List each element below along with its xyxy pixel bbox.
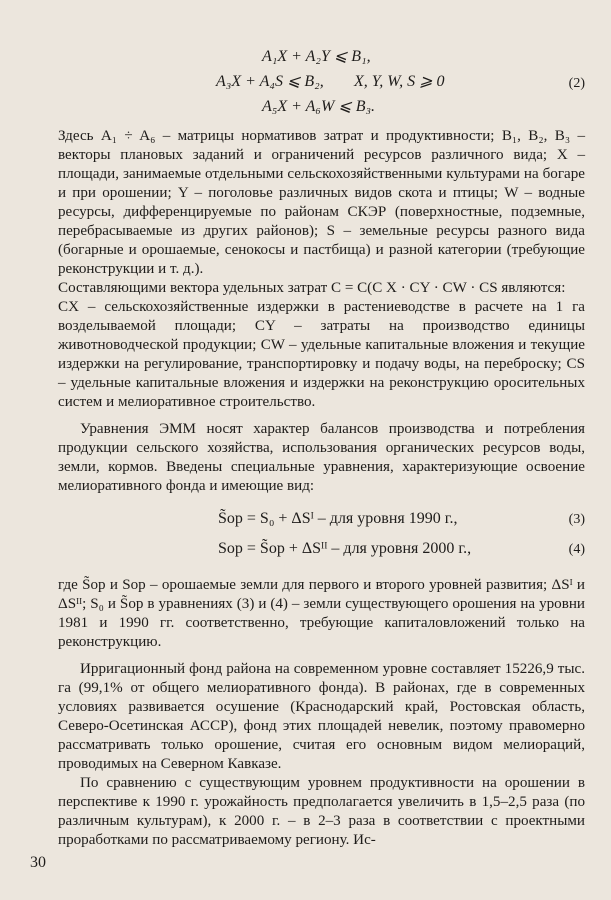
equation-line-1: A₁X + A₂Y ⩽ B₁,: [262, 48, 371, 65]
equation-line-2: A₃X + A₄S ⩽ B₂,: [216, 73, 324, 90]
equation-3: [58, 510, 585, 540]
equation-number-4: (4): [568, 542, 585, 557]
paragraph-where: где S̃ор и Sор – орошаемые земли для первого и второго уровней развития; ΔSᴵ и ΔSᴵᴵ; S₀ и S̃ор в уравнениях (3) и (4) – земли существующего орошения на уровни 1981 и 1990 гг. соответственно, требующие капиталовложений только на реконструкцию.: [58, 577, 585, 650]
paragraph-definitions: Здесь A₁ ÷ A₆ – матрицы нормативов затрат и продуктивности; B₁, B₂, B₃ – векторы плановых заданий и ограничений ресурсов различного вида; X – площади, занимаемые отдельными сельскохозяйственными культурами на богаре и при орошении; Y – поголовье различных видов скота и птицы; W – водные ресурсы, дифференцируемые по районам СКЭР (поверхностные, подземные, перебрасываемые из других районов); S – земельные ресурсы разного вида (богарные и орошаемые, сенокосы и пастбища) и разной категории (требующие реконструкции и т. д.).: [58, 128, 585, 277]
equation-condition: X, Y, W, S ⩾ 0: [354, 73, 445, 90]
equation-number-2: (2): [568, 76, 585, 91]
page-number: 30: [30, 854, 46, 871]
equation-system-2: [58, 44, 585, 119]
equation-line-3: A₅X + A₆W ⩽ B₃.: [262, 98, 376, 115]
equation-3-formula: S̃ор = S₀ + ΔSᴵ – для уровня 1990 г.,: [218, 510, 458, 527]
paragraph-emm-equations: Уравнения ЭММ носят характер балансов производства и потребления продукции сельского хозяйства, использования органических ресурсов воды, земли, кормов. Введены специальные уравнения, характеризующие освоение мелиоративного фонда и имеющие вид:: [58, 421, 585, 494]
paragraph-cost-components: CX – сельскохозяйственные издержки в растениеводстве в расчете на 1 га возделываемой площади; CY – затраты на производство единицы животноводческой продукции; CW – удельные капитальные вложения и текущие издержки на регулирование, транспортировку и подачу воды, на переброску; CS – удельные капитальные вложения и издержки на реконструкцию оросительных систем и мелиоративное строительство.: [58, 299, 585, 410]
paragraph-cost-vector: Составляющими вектора удельных затрат C = C(C X · CY · CW · CS являются:: [58, 280, 566, 296]
equation-4-formula: Sор = S̃ор + ΔSᴵᴵ – для уровня 2000 г.,: [218, 540, 472, 557]
equation-4: [58, 540, 585, 570]
equation-number-3: (3): [568, 512, 585, 527]
paragraph-irrigation-fund: Ирригационный фонд района на современном уровне составляет 15226,9 тыс. га (99,1% от общего мелиоративного фонда). В районах, где в современных условиях развивается осушение (Краснодарский край, Ростовская область, Северо-Осетинская АССР), фонд этих площадей невелик, поэтому правомерно рассматривать только орошение, считая его основным видом мелиораций, проводимых на Северном Кавказе.: [58, 661, 585, 772]
paragraph-productivity: По сравнению с существующим уровнем продуктивности на орошении в перспективе к 1990 г. урожайность предполагается увеличить в 1,5–2,5 раза (по различным культурам), к 2000 г. – в 2–3 раза в соответствии с проектными проработками по рассматриваемому региону. Ис-: [58, 775, 585, 848]
